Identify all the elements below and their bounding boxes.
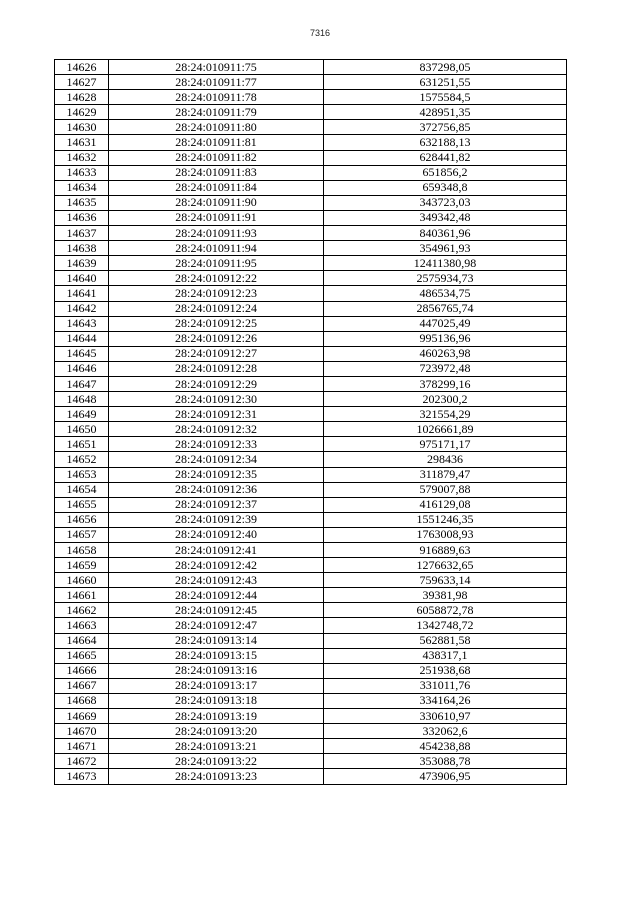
table-row <box>55 633 567 648</box>
table-row <box>55 346 567 361</box>
cadastral-value-cell: 311879,47 <box>324 467 567 482</box>
row-number-cell: 14671 <box>55 739 109 754</box>
table-row <box>55 558 567 573</box>
row-number-cell: 14631 <box>55 135 109 150</box>
table-row <box>55 709 567 724</box>
table-row <box>55 316 567 331</box>
cadastral-number-cell: 28:24:010912:25 <box>109 316 324 331</box>
cadastral-value-cell: 2575934,73 <box>324 271 567 286</box>
cadastral-value-cell: 447025,49 <box>324 316 567 331</box>
cadastral-number-cell: 28:24:010912:41 <box>109 543 324 558</box>
cadastral-value-cell: 372756,85 <box>324 120 567 135</box>
row-number-cell: 14660 <box>55 573 109 588</box>
cadastral-number-cell: 28:24:010911:94 <box>109 241 324 256</box>
row-number-cell: 14666 <box>55 663 109 678</box>
cadastral-number-cell: 28:24:010912:43 <box>109 573 324 588</box>
row-number-cell: 14636 <box>55 210 109 225</box>
cadastral-value-cell: 298436 <box>324 452 567 467</box>
row-number-cell: 14642 <box>55 301 109 316</box>
table-row <box>55 392 567 407</box>
cadastral-number-cell: 28:24:010911:78 <box>109 90 324 105</box>
cadastral-number-cell: 28:24:010911:82 <box>109 150 324 165</box>
row-number-cell: 14663 <box>55 618 109 633</box>
table-row <box>55 467 567 482</box>
cadastral-value-cell: 334164,26 <box>324 693 567 708</box>
cadastral-value-cell: 579007,88 <box>324 482 567 497</box>
cadastral-number-cell: 28:24:010913:18 <box>109 693 324 708</box>
cadastral-value-cell: 651856,2 <box>324 165 567 180</box>
cadastral-number-cell: 28:24:010911:77 <box>109 75 324 90</box>
table-row <box>55 724 567 739</box>
table-row <box>55 527 567 542</box>
cadastral-value-cell: 759633,14 <box>324 573 567 588</box>
cadastral-number-cell: 28:24:010912:27 <box>109 346 324 361</box>
cadastral-value-cell: 321554,29 <box>324 407 567 422</box>
cadastral-value-cell: 330610,97 <box>324 709 567 724</box>
cadastral-number-cell: 28:24:010913:22 <box>109 754 324 769</box>
cadastral-number-cell: 28:24:010912:37 <box>109 497 324 512</box>
table-row <box>55 195 567 210</box>
cadastral-value-cell: 1551246,35 <box>324 512 567 527</box>
cadastral-value-cell: 1342748,72 <box>324 618 567 633</box>
table-body <box>55 60 567 785</box>
table-row <box>55 75 567 90</box>
table-row <box>55 769 567 784</box>
table-row <box>55 376 567 391</box>
cadastral-value-cell: 428951,35 <box>324 105 567 120</box>
table-row <box>55 90 567 105</box>
cadastral-value-cell: 454238,88 <box>324 739 567 754</box>
table-row <box>55 739 567 754</box>
row-number-cell: 14649 <box>55 407 109 422</box>
cadastral-value-cell: 353088,78 <box>324 754 567 769</box>
cadastral-number-cell: 28:24:010912:39 <box>109 512 324 527</box>
cadastral-value-cell: 837298,05 <box>324 60 567 75</box>
cadastral-number-cell: 28:24:010912:34 <box>109 452 324 467</box>
table-row <box>55 648 567 663</box>
cadastral-value-cell: 1575584,5 <box>324 90 567 105</box>
row-number-cell: 14673 <box>55 769 109 784</box>
cadastral-value-cell: 331011,76 <box>324 678 567 693</box>
cadastral-number-cell: 28:24:010911:84 <box>109 180 324 195</box>
cadastral-number-cell: 28:24:010911:90 <box>109 195 324 210</box>
table-row <box>55 754 567 769</box>
row-number-cell: 14661 <box>55 588 109 603</box>
table-row <box>55 361 567 376</box>
cadastral-number-cell: 28:24:010913:14 <box>109 633 324 648</box>
table-row <box>55 120 567 135</box>
row-number-cell: 14664 <box>55 633 109 648</box>
cadastral-value-cell: 438317,1 <box>324 648 567 663</box>
cadastral-number-cell: 28:24:010912:44 <box>109 588 324 603</box>
table-row <box>55 618 567 633</box>
cadastral-number-cell: 28:24:010912:30 <box>109 392 324 407</box>
row-number-cell: 14646 <box>55 361 109 376</box>
table-row <box>55 512 567 527</box>
cadastral-value-cell: 975171,17 <box>324 437 567 452</box>
cadastral-value-cell: 416129,08 <box>324 497 567 512</box>
cadastral-number-cell: 28:24:010912:42 <box>109 558 324 573</box>
cadastral-value-cell: 6058872,78 <box>324 603 567 618</box>
cadastral-value-cell: 460263,98 <box>324 346 567 361</box>
row-number-cell: 14659 <box>55 558 109 573</box>
cadastral-value-cell: 659348,8 <box>324 180 567 195</box>
cadastral-number-cell: 28:24:010911:79 <box>109 105 324 120</box>
row-number-cell: 14650 <box>55 422 109 437</box>
cadastral-number-cell: 28:24:010913:20 <box>109 724 324 739</box>
table-row <box>55 603 567 618</box>
table-row <box>55 180 567 195</box>
row-number-cell: 14639 <box>55 256 109 271</box>
table-row <box>55 105 567 120</box>
cadastral-value-cell: 995136,96 <box>324 331 567 346</box>
table-row <box>55 482 567 497</box>
row-number-cell: 14644 <box>55 331 109 346</box>
cadastral-value-cell: 723972,48 <box>324 361 567 376</box>
table-row <box>55 150 567 165</box>
cadastral-number-cell: 28:24:010912:33 <box>109 437 324 452</box>
row-number-cell: 14665 <box>55 648 109 663</box>
cadastral-number-cell: 28:24:010913:23 <box>109 769 324 784</box>
row-number-cell: 14668 <box>55 693 109 708</box>
row-number-cell: 14662 <box>55 603 109 618</box>
table-row <box>55 407 567 422</box>
row-number-cell: 14627 <box>55 75 109 90</box>
table-row <box>55 286 567 301</box>
cadastral-number-cell: 28:24:010912:40 <box>109 527 324 542</box>
cadastral-number-cell: 28:24:010913:16 <box>109 663 324 678</box>
cadastral-number-cell: 28:24:010912:26 <box>109 331 324 346</box>
cadastral-value-cell: 1763008,93 <box>324 527 567 542</box>
cadastral-number-cell: 28:24:010912:24 <box>109 301 324 316</box>
cadastral-value-cell: 1026661,89 <box>324 422 567 437</box>
cadastral-number-cell: 28:24:010913:17 <box>109 678 324 693</box>
cadastral-value-cell: 39381,98 <box>324 588 567 603</box>
row-number-cell: 14628 <box>55 90 109 105</box>
row-number-cell: 14632 <box>55 150 109 165</box>
row-number-cell: 14651 <box>55 437 109 452</box>
table-row <box>55 301 567 316</box>
table-row <box>55 663 567 678</box>
row-number-cell: 14670 <box>55 724 109 739</box>
row-number-cell: 14653 <box>55 467 109 482</box>
cadastral-value-cell: 12411380,98 <box>324 256 567 271</box>
cadastral-value-cell: 562881,58 <box>324 633 567 648</box>
cadastral-number-cell: 28:24:010912:23 <box>109 286 324 301</box>
table-row <box>55 497 567 512</box>
row-number-cell: 14654 <box>55 482 109 497</box>
table-row <box>55 437 567 452</box>
cadastral-number-cell: 28:24:010911:95 <box>109 256 324 271</box>
cadastral-number-cell: 28:24:010912:31 <box>109 407 324 422</box>
cadastral-number-cell: 28:24:010911:83 <box>109 165 324 180</box>
table-row <box>55 588 567 603</box>
table-row <box>55 693 567 708</box>
table-row <box>55 422 567 437</box>
cadastral-number-cell: 28:24:010912:35 <box>109 467 324 482</box>
row-number-cell: 14630 <box>55 120 109 135</box>
cadastral-value-cell: 2856765,74 <box>324 301 567 316</box>
row-number-cell: 14669 <box>55 709 109 724</box>
table-row <box>55 165 567 180</box>
row-number-cell: 14658 <box>55 543 109 558</box>
cadastral-value-cell: 631251,55 <box>324 75 567 90</box>
row-number-cell: 14647 <box>55 376 109 391</box>
cadastral-value-cell: 354961,93 <box>324 241 567 256</box>
cadastral-value-cell: 349342,48 <box>324 210 567 225</box>
table-row <box>55 452 567 467</box>
cadastral-number-cell: 28:24:010912:47 <box>109 618 324 633</box>
row-number-cell: 14643 <box>55 316 109 331</box>
table-row <box>55 210 567 225</box>
row-number-cell: 14645 <box>55 346 109 361</box>
table-row <box>55 573 567 588</box>
row-number-cell: 14634 <box>55 180 109 195</box>
table-row <box>55 331 567 346</box>
cadastral-value-table <box>54 59 567 785</box>
table-row <box>55 226 567 241</box>
cadastral-value-cell: 343723,03 <box>324 195 567 210</box>
row-number-cell: 14629 <box>55 105 109 120</box>
cadastral-value-cell: 628441,82 <box>324 150 567 165</box>
row-number-cell: 14656 <box>55 512 109 527</box>
cadastral-value-cell: 332062,6 <box>324 724 567 739</box>
row-number-cell: 14648 <box>55 392 109 407</box>
table-row <box>55 543 567 558</box>
cadastral-number-cell: 28:24:010911:93 <box>109 226 324 241</box>
cadastral-value-cell: 378299,16 <box>324 376 567 391</box>
cadastral-value-cell: 202300,2 <box>324 392 567 407</box>
table-row <box>55 241 567 256</box>
cadastral-value-cell: 486534,75 <box>324 286 567 301</box>
cadastral-number-cell: 28:24:010913:15 <box>109 648 324 663</box>
cadastral-value-cell: 473906,95 <box>324 769 567 784</box>
row-number-cell: 14672 <box>55 754 109 769</box>
row-number-cell: 14633 <box>55 165 109 180</box>
cadastral-value-cell: 840361,96 <box>324 226 567 241</box>
cadastral-number-cell: 28:24:010912:45 <box>109 603 324 618</box>
cadastral-value-cell: 916889,63 <box>324 543 567 558</box>
table-row <box>55 135 567 150</box>
row-number-cell: 14640 <box>55 271 109 286</box>
row-number-cell: 14641 <box>55 286 109 301</box>
row-number-cell: 14667 <box>55 678 109 693</box>
row-number-cell: 14635 <box>55 195 109 210</box>
table-row <box>55 256 567 271</box>
table-row <box>55 271 567 286</box>
cadastral-number-cell: 28:24:010911:91 <box>109 210 324 225</box>
cadastral-number-cell: 28:24:010912:22 <box>109 271 324 286</box>
cadastral-value-cell: 1276632,65 <box>324 558 567 573</box>
row-number-cell: 14638 <box>55 241 109 256</box>
cadastral-number-cell: 28:24:010911:81 <box>109 135 324 150</box>
cadastral-number-cell: 28:24:010912:29 <box>109 376 324 391</box>
row-number-cell: 14655 <box>55 497 109 512</box>
cadastral-number-cell: 28:24:010911:80 <box>109 120 324 135</box>
cadastral-number-cell: 28:24:010912:32 <box>109 422 324 437</box>
row-number-cell: 14657 <box>55 527 109 542</box>
page-number: 7316 <box>309 28 331 38</box>
cadastral-number-cell: 28:24:010913:21 <box>109 739 324 754</box>
cadastral-number-cell: 28:24:010911:75 <box>109 60 324 75</box>
cadastral-number-cell: 28:24:010912:36 <box>109 482 324 497</box>
row-number-cell: 14652 <box>55 452 109 467</box>
cadastral-value-cell: 251938,68 <box>324 663 567 678</box>
row-number-cell: 14626 <box>55 60 109 75</box>
cadastral-number-cell: 28:24:010912:28 <box>109 361 324 376</box>
table-row <box>55 678 567 693</box>
cadastral-value-cell: 632188,13 <box>324 135 567 150</box>
table-row <box>55 60 567 75</box>
cadastral-number-cell: 28:24:010913:19 <box>109 709 324 724</box>
row-number-cell: 14637 <box>55 226 109 241</box>
